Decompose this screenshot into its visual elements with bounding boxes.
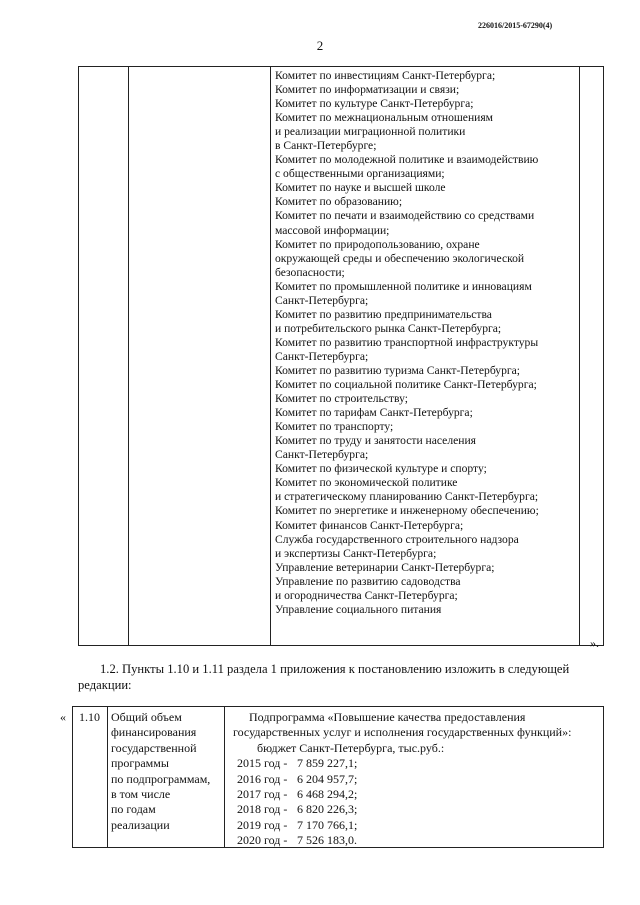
table-column-divider <box>270 67 271 645</box>
row-name-line: программы <box>111 756 169 771</box>
committee-line: Комитет по развитию транспортной инфраструктуры <box>275 335 539 349</box>
year-amount-row <box>233 818 605 833</box>
committee-line: Комитет по печати и взаимодействию со средствами <box>275 209 535 223</box>
row-name-line: реализации <box>111 817 170 832</box>
amendment-paragraph: 1.2. Пункты 1.10 и 1.11 раздела 1 приложения к постановлению изложить в следующей редакции: <box>78 662 570 692</box>
closing-quote: ». <box>590 636 599 650</box>
committee-line: Управление ветеринарии Санкт-Петербурга; <box>275 560 495 574</box>
row-number: 1.10 <box>79 710 100 724</box>
year-amount-row <box>233 756 605 771</box>
committee-line: в Санкт-Петербурге; <box>275 139 377 153</box>
committee-line: и реализации миграционной политики <box>275 125 466 139</box>
committee-line: Комитет по экономической политике <box>275 476 458 490</box>
row-content <box>233 710 605 849</box>
committee-line: Служба государственного строительного надзора <box>275 532 519 546</box>
document-id: 226016/2015-67290(4) <box>478 21 553 30</box>
committee-line: Санкт-Петербурга; <box>275 448 369 462</box>
committee-line: Комитет по природопользованию, охране <box>275 237 480 251</box>
row-name-line: государственной <box>111 740 197 755</box>
committee-line: Комитет по информатизации и связи; <box>275 83 460 97</box>
committee-line: Комитет по молодежной политике и взаимодействию <box>275 153 539 167</box>
committee-line: и огородничества Санкт-Петербурга; <box>275 588 458 602</box>
year-label: 2018 год - <box>237 802 288 817</box>
row-name-line: финансирования <box>111 725 197 740</box>
year-label: 2017 год - <box>237 787 288 802</box>
financing-table <box>72 706 604 848</box>
committee-line: Комитет по тарифам Санкт-Петербурга; <box>275 406 473 420</box>
year-label: 2016 год - <box>237 771 288 786</box>
committee-line: Комитет по инвестициям Санкт-Петербурга; <box>275 69 496 82</box>
committee-line: с общественными организациями; <box>275 167 445 181</box>
row-name <box>111 710 223 833</box>
subprogram-title-line: Подпрограмма «Повышение качества предоставления <box>249 710 526 724</box>
committee-line: Комитет по межнациональным отношениям <box>275 111 494 125</box>
row-name-line: Общий объем <box>111 710 182 724</box>
subprogram-title-line: государственных услуг и исполнения государственных функций»: <box>233 725 572 740</box>
table-column-divider <box>128 67 129 645</box>
committee-line: Комитет по промышленной политике и инновациям <box>275 279 532 293</box>
committee-line: и стратегическому планированию Санкт-Петербурга; <box>275 490 539 504</box>
committee-line: Управление социального питания <box>275 602 442 616</box>
year-amount-row <box>233 833 605 848</box>
committee-line: Комитет по строительству; <box>275 392 408 406</box>
committee-line: Комитет по развитию предпринимательства <box>275 307 492 321</box>
year-amount: 6 204 957,7; <box>297 771 358 786</box>
year-amount-row <box>233 802 605 817</box>
committee-line: Санкт-Петербурга; <box>275 293 369 307</box>
committee-line: Комитет по труду и занятости населения <box>275 434 476 448</box>
row-name-line: в том числе <box>111 787 171 802</box>
page-number: 2 <box>316 38 324 53</box>
row-name-line: по подпрограммам, <box>111 771 211 786</box>
committee-line: Комитет по социальной политике Санкт-Петербурга; <box>275 378 537 392</box>
committee-line: и экспертизы Санкт-Петербурга; <box>275 546 437 560</box>
committee-line: Комитет по транспорту; <box>275 420 394 434</box>
committee-line: Комитет по науке и высшей школе <box>275 181 446 195</box>
committee-line: Управление по развитию садоводства <box>275 574 461 588</box>
committee-line: Комитет по энергетике и инженерному обеспечению; <box>275 504 539 518</box>
committee-line: Комитет по культуре Санкт-Петербурга; <box>275 97 474 111</box>
year-amount-row <box>233 772 605 787</box>
table-column-divider <box>107 707 108 847</box>
opening-quote: « <box>60 710 66 724</box>
committee-line: Санкт-Петербурга; <box>275 349 369 363</box>
committee-line: безопасности; <box>275 265 345 279</box>
committee-line: Комитет по развитию туризма Санкт-Петербурга; <box>275 363 521 377</box>
committees-table <box>78 66 604 646</box>
year-amount-row <box>233 787 605 802</box>
committee-line: и потребительского рынка Санкт-Петербурга; <box>275 321 502 335</box>
years-list <box>233 756 605 848</box>
table-column-divider <box>579 67 580 645</box>
committee-line: Комитет по образованию; <box>275 195 403 209</box>
row-name-line: по годам <box>111 802 156 817</box>
committee-line: Комитет по физической культуре и спорту; <box>275 462 487 476</box>
year-amount: 7 170 766,1; <box>297 817 358 832</box>
year-label: 2019 год - <box>237 817 288 832</box>
committee-line: массовой информации; <box>275 223 390 237</box>
year-label: 2015 год - <box>237 756 288 771</box>
year-amount: 6 468 294,2; <box>297 787 358 802</box>
budget-label: бюджет Санкт-Петербурга, тыс.руб.: <box>257 740 445 755</box>
year-label: 2020 год - <box>237 833 288 848</box>
year-amount: 7 526 183,0. <box>297 833 357 848</box>
table-column-divider <box>224 707 225 847</box>
year-amount: 7 859 227,1; <box>297 756 358 771</box>
year-amount: 6 820 226,3; <box>297 802 358 817</box>
committee-line: Комитет финансов Санкт-Петербурга; <box>275 518 464 532</box>
committee-list <box>275 69 579 617</box>
committee-line: окружающей среды и обеспечению экологической <box>275 251 525 265</box>
